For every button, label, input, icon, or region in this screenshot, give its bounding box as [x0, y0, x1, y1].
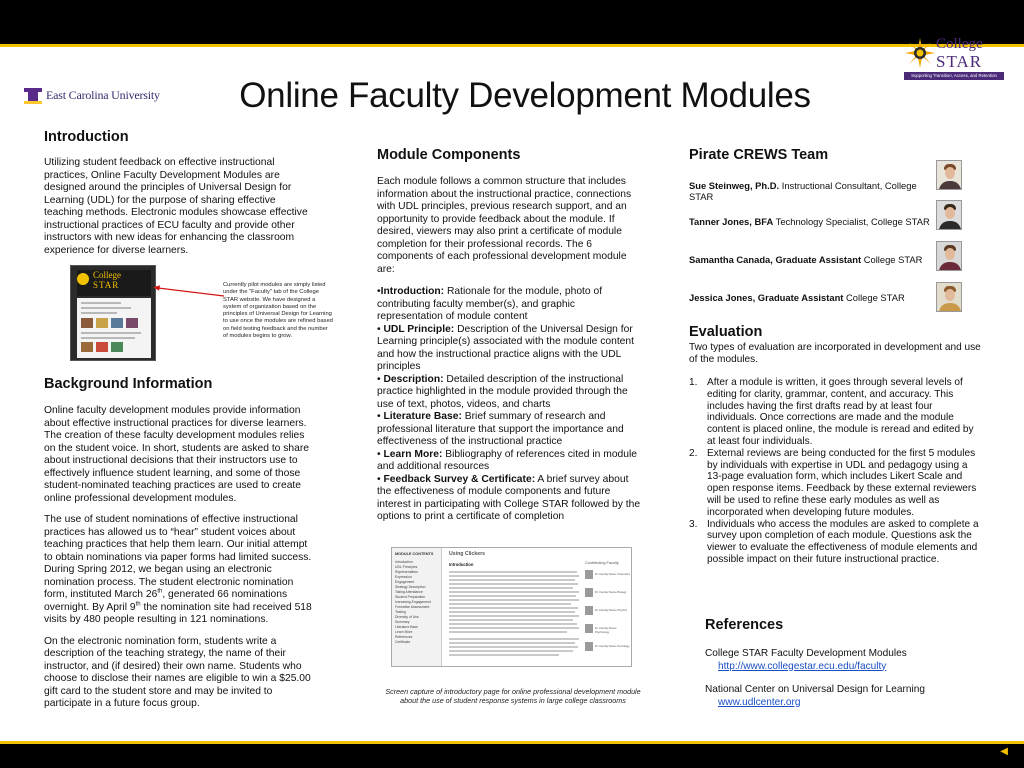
thumbnail-sun-icon — [77, 273, 89, 285]
module-screenshot: MODULE CONTENTS Introduction UDL Principles Representation Expression Engagement Strategy Description Taking Attendance Student Preparation Increasing Engagement Formative Assessment Testing Diversity of Use Summary Literature Base Learn More References Certificate Using Clickers Introduction Contributing Faculty Dr. Faculty Name Chemistry Dr. Faculty Name Biology Dr. Faculty Name Physics Dr. Faculty Name Psychology Dr. Faculty Name Sociology — [391, 547, 632, 667]
team-member: Sue Steinweg, Ph.D. Instructional Consultant, College STAR — [689, 180, 917, 203]
top-gold-rule — [0, 44, 1024, 47]
references-heading: References — [705, 617, 784, 633]
list-item: • Learn More: Bibliography of references cited in module and additional resources — [377, 448, 638, 472]
college-star-logo-line1: College — [936, 36, 983, 52]
background-body — [44, 405, 318, 720]
reference-item — [705, 648, 907, 673]
website-thumbnail — [70, 265, 156, 361]
ecu-logo — [24, 86, 160, 104]
list-item: 3. Individuals who access the modules are asked to complete a survey upon completion of each module. Questions ask the viewer to evaluate the effectiveness of module elements and possible impact on their future instructional practice. — [689, 518, 979, 565]
top-bar — [0, 0, 1024, 44]
reference-label: National Center on Universal Design for Learning — [705, 684, 925, 695]
ecu-logo-text: East Carolina University — [46, 87, 160, 102]
module-components-body — [377, 176, 641, 524]
introduction-heading: Introduction — [44, 129, 129, 145]
list-item: 2. External reviews are being conducted for the first 5 modules by individuals with expertise in UDL and pedagogy using a 13-page evaluation form, which includes Likert Scale and open response items. Feedback by these external reviewers will be used to refine these early modules as well as incorporated when developing future modules. — [689, 447, 977, 518]
callout-arrow-icon — [150, 282, 230, 302]
sun-icon — [905, 38, 935, 68]
reference-link[interactable]: http://www.collegestar.ecu.edu/faculty — [718, 660, 887, 672]
list-item: •Introduction: Rationale for the module, photo of contributing faculty member(s), and graphic representation of module content — [377, 286, 603, 322]
next-slide-arrow-icon[interactable]: ◀ — [1000, 746, 1008, 757]
team-member: Jessica Jones, Graduate Assistant College STAR — [689, 292, 905, 303]
list-item: • UDL Principle: Description of the Universal Design for Learning principle(s) associated with the module content and how the instructional practice aligns with the UDL principles — [377, 323, 634, 372]
module-components-heading: Module Components — [377, 147, 521, 163]
thumbnail-logo-line2: STAR — [93, 280, 120, 290]
background-paragraph-1: Online faculty development modules provide information about effective instructional practices for diverse learners. The creation of these faculty development modules relies on the student voice. In short, students are asked to share about instructional decisions that their instructors use to effectively influence student learning, and some of those student-nominated teaching practices are used to create online professional development modules. — [44, 405, 310, 504]
college-star-logo-line2: STAR — [936, 52, 983, 71]
list-item: • Feedback Survey & Certificate: A brief survey about the effectiveness of module components and future interest in participating with College STAR followed by the options to print a certificate of completion — [377, 473, 641, 522]
team-member: Tanner Jones, BFA Technology Specialist, College STAR — [689, 216, 930, 227]
team-heading: Pirate CREWS Team — [689, 147, 829, 163]
reference-label: College STAR Faculty Development Modules — [705, 648, 907, 659]
screenshot-sidebar: MODULE CONTENTS Introduction UDL Principles Representation Expression Engagement Strategy Description Taking Attendance Student Preparation Increasing Engagement Formative Assessment Testing Diversity of Use Summary Literature Base Learn More References Certificate — [392, 548, 442, 667]
college-star-tagline: Supporting Transition, Access, and Retention — [904, 72, 1004, 80]
reference-item — [705, 684, 925, 709]
bottom-bar — [0, 744, 1024, 768]
member-photo-avatar — [936, 241, 962, 271]
evaluation-list — [689, 377, 981, 566]
member-photo-avatar — [936, 200, 962, 230]
college-star-logo — [902, 34, 1006, 82]
screenshot-caption: Screen capture of introductory page for online professional development module about the use of student response systems in large college classrooms — [385, 687, 641, 705]
module-components-list — [377, 286, 641, 524]
background-paragraph-3: On the electronic nomination form, students write a description of the teaching strategy, the name of their instructor, and (if desired) their own name. Students who choose to disclose their names are eligible to win a $25.00 gift card to the student store and may be invited to participate in a future focus group. — [44, 635, 311, 709]
evaluation-intro: Two types of evaluation are incorporated in development and use of the modules. — [689, 342, 981, 365]
team-member: Samantha Canada, Graduate Assistant College STAR — [689, 254, 923, 265]
member-photo-avatar — [936, 282, 962, 312]
list-item: 1. After a module is written, it goes through several levels of editing for clarity, grammar, content, and accuracy. This includes having the first drafts read by at least four individuals. Once corrections are made and the module content is placed online, the module is reread and edited by at least four individuals. — [689, 377, 974, 447]
list-item: • Description: Detailed description of the instructional practice highlighted in the module provided through the use of text, photos, videos, and charts — [377, 373, 628, 410]
page-title: Online Faculty Development Modules — [239, 76, 811, 115]
background-paragraph-2: The use of student nominations of effective instructional practices has allowed us to “hear” student voices about teaching practices that help them learn. Our initial attempt to obtain nominations via paper forms had limited success. During Spring 2012, we began using an electronic nomination process. The student electronic nomination form, instituted March 26th, generated 66 nominations overnight. By April 9th the nomination site had received 518 visits by 480 people resulting in 121 nominations. — [44, 514, 312, 625]
introduction-body: Utilizing student feedback on effective instructional practices, Online Faculty Development Modules are designed around the principles of Universal Design for Learning (UDL) for the purpose of sharing effective teaching methods. Electronic modules showcase effective instructional practices of ECU faculty and provide other instructors with new ideas for enhancing the classroom experience for diverse learners. — [44, 157, 308, 256]
thumbnail-logo-line1: College — [93, 270, 121, 280]
module-components-intro: Each module follows a common structure that includes information about the instructional practice, connections with UDL principles, previous research support, and an opportunity to provide feedback about the module. If desired, viewers may also print a certificate of module completion for their professional records. The 6 components of each professional development module are: — [377, 176, 632, 275]
thumbnail-callout: Currently pilot modules are simply listed under the "Faculty" tab of the College STAR website. We have designed a system of organization based on the principles of Universal Design for Learning to use once the modules are refined based on field testing feedback and the number of modules begins to grow. — [223, 282, 333, 340]
reference-link[interactable]: www.udlcenter.org — [718, 696, 801, 708]
evaluation-heading: Evaluation — [689, 324, 763, 340]
ecu-emblem-icon — [24, 86, 42, 104]
member-photo-avatar — [936, 160, 962, 190]
background-heading: Background Information — [44, 376, 213, 392]
list-item: • Literature Base: Brief summary of research and professional literature that support the importance and effectiveness of the instructional practice — [377, 411, 624, 447]
